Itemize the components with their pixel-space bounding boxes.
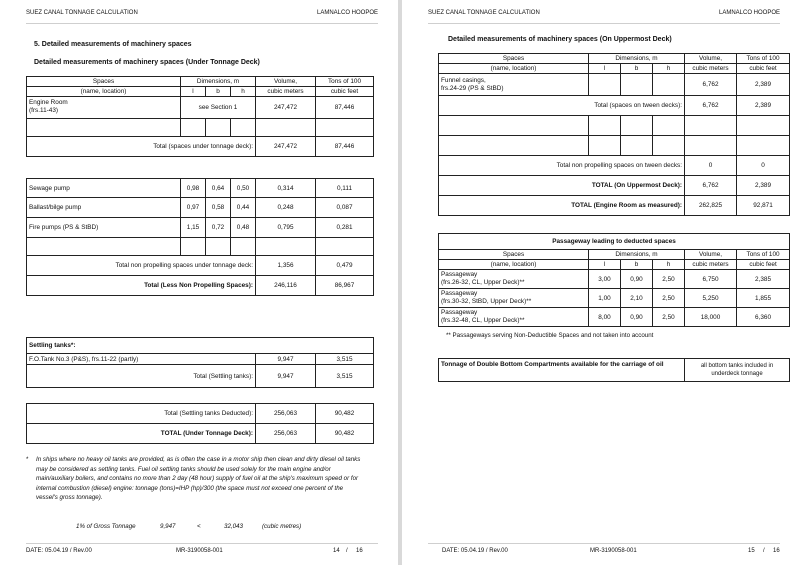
total-tween-volume: 6,762 bbox=[685, 96, 737, 116]
col-tons-sub: cubic feet bbox=[737, 64, 790, 74]
total-less-tons: 86,967 bbox=[316, 276, 374, 296]
total-under-tons: 87,446 bbox=[316, 137, 374, 157]
nonprop-l: 1,15 bbox=[181, 218, 206, 238]
col-tons: Tons of 100 bbox=[737, 54, 790, 64]
pct-label: 1% of Gross Tonnage bbox=[76, 523, 136, 530]
uppermost-deck-table bbox=[438, 53, 790, 216]
engine-room-tons: 87,446 bbox=[316, 97, 374, 119]
footer-sep: / bbox=[763, 548, 765, 554]
pct-limit: 32,043 bbox=[224, 523, 243, 530]
pct-operator: < bbox=[197, 523, 201, 530]
double-bottom-value: all bottom tanks included in underdeck tonnage bbox=[685, 359, 790, 382]
col-spaces: Spaces bbox=[439, 54, 589, 64]
page-footer bbox=[428, 543, 780, 557]
table-row bbox=[27, 218, 374, 238]
passage-name bbox=[439, 308, 589, 327]
passage-name bbox=[439, 270, 589, 289]
table-row bbox=[439, 308, 790, 327]
passageway-title: Passageway leading to deducted spaces bbox=[439, 234, 790, 250]
col-tons: Tons of 100 bbox=[316, 77, 374, 87]
deducted-tons: 90,482 bbox=[316, 404, 374, 424]
nonprop-volume: 0,248 bbox=[256, 198, 316, 218]
col-tons: Tons of 100 bbox=[737, 250, 790, 260]
header-title: SUEZ CANAL TONNAGE CALCULATION bbox=[428, 10, 540, 16]
grand-total-volume: 256,063 bbox=[256, 424, 316, 444]
under-deck-table bbox=[26, 76, 374, 157]
col-dimensions: Dimensions, m bbox=[589, 54, 685, 64]
nonprop-tons: 0,281 bbox=[316, 218, 374, 238]
col-tons-sub: cubic feet bbox=[316, 87, 374, 97]
page-15 bbox=[402, 0, 800, 565]
footer-sep: / bbox=[346, 548, 348, 554]
settling-total-label: Total (Settling tanks): bbox=[27, 365, 256, 388]
passage-l: 1,00 bbox=[589, 289, 621, 308]
table-title-under-deck: Detailed measurements of machinery spaces (Under Tonnage Deck) bbox=[34, 59, 260, 66]
col-b: b bbox=[621, 64, 653, 74]
footer-doc: MR-3190058-001 bbox=[176, 548, 223, 554]
col-dimensions: Dimensions, m bbox=[589, 250, 685, 260]
col-h: h bbox=[653, 64, 685, 74]
nonprop-tons: 0,111 bbox=[316, 179, 374, 198]
footer-date: DATE: 05.04.19 / Rev.00 bbox=[442, 548, 508, 554]
passage-h: 2,50 bbox=[653, 289, 685, 308]
total-less-label: Total (Less Non Propelling Spaces): bbox=[27, 276, 256, 296]
nonprop-l: 0,98 bbox=[181, 179, 206, 198]
total-under-volume: 247,472 bbox=[256, 137, 316, 157]
double-bottom-label: Tonnage of Double Bottom Compartments available for the carriage of oil bbox=[439, 359, 685, 382]
pct-value: 9,947 bbox=[160, 523, 176, 530]
settling-tanks-table bbox=[26, 337, 374, 388]
passage-b: 0,90 bbox=[621, 270, 653, 289]
passageway-table bbox=[438, 233, 790, 327]
nonprop-h: 0,50 bbox=[231, 179, 256, 198]
col-volume: Volume, bbox=[685, 54, 737, 64]
nonprop-tween-label: Total non propelling spaces on tween decks: bbox=[439, 156, 685, 176]
passage-tons: 6,360 bbox=[737, 308, 790, 327]
total-upper-label: TOTAL (On Uppermost Deck): bbox=[439, 176, 685, 196]
col-volume: Volume, bbox=[256, 77, 316, 87]
deducted-volume: 256,063 bbox=[256, 404, 316, 424]
engine-room-label: Engine Room bbox=[29, 99, 68, 106]
nonprop-volume: 0,314 bbox=[256, 179, 316, 198]
passage-label: Passageway bbox=[441, 309, 478, 316]
passage-l: 3,00 bbox=[589, 270, 621, 289]
nonprop-name: Sewage pump bbox=[27, 179, 181, 198]
total-nonprop-label: Total non propelling spaces under tonnage deck: bbox=[27, 256, 256, 276]
total-er-tons: 92,871 bbox=[737, 196, 790, 216]
total-er-volume: 262,825 bbox=[685, 196, 737, 216]
col-dimensions: Dimensions, m bbox=[181, 77, 256, 87]
col-h: h bbox=[653, 260, 685, 270]
non-propelling-table bbox=[26, 178, 374, 296]
footer-doc: MR-3190058-001 bbox=[590, 548, 637, 554]
footer-page: 15 bbox=[748, 548, 755, 554]
funnel-tons: 2,389 bbox=[737, 74, 790, 96]
col-l: l bbox=[181, 87, 206, 97]
passage-tons: 1,855 bbox=[737, 289, 790, 308]
nonprop-tween-volume: 0 bbox=[685, 156, 737, 176]
col-spaces-sub: (name, location) bbox=[439, 260, 589, 270]
funnel-volume: 6,762 bbox=[685, 74, 737, 96]
engine-room-volume: 247,472 bbox=[256, 97, 316, 119]
nonprop-b: 0,58 bbox=[206, 198, 231, 218]
nonprop-h: 0,48 bbox=[231, 218, 256, 238]
header-title: SUEZ CANAL TONNAGE CALCULATION bbox=[26, 10, 138, 16]
col-b: b bbox=[621, 260, 653, 270]
funnel-casings bbox=[439, 74, 589, 96]
passage-l: 8,00 bbox=[589, 308, 621, 327]
page-14 bbox=[0, 0, 398, 565]
col-tons-sub: cubic feet bbox=[737, 260, 790, 270]
passage-b: 0,90 bbox=[621, 308, 653, 327]
settling-row-tons: 3,515 bbox=[316, 354, 374, 365]
nonprop-name: Fire pumps (PS & StBD) bbox=[27, 218, 181, 238]
engine-room-dims: see Section 1 bbox=[181, 97, 256, 119]
footer-total: 16 bbox=[773, 548, 780, 554]
passage-label: Passageway bbox=[441, 271, 478, 278]
col-l: l bbox=[589, 260, 621, 270]
nonprop-l: 0,97 bbox=[181, 198, 206, 218]
nonprop-tween-tons: 0 bbox=[737, 156, 790, 176]
col-spaces-sub: (name, location) bbox=[27, 87, 181, 97]
passage-frames: (frs.30-32, StBD, Upper Deck)** bbox=[441, 298, 532, 305]
total-upper-volume: 6,762 bbox=[685, 176, 737, 196]
col-spaces: Spaces bbox=[439, 250, 589, 260]
header-vessel: LAMNALCO HOOPOE bbox=[316, 10, 378, 16]
grand-total-tons: 90,482 bbox=[316, 424, 374, 444]
footnote-marker: * bbox=[26, 456, 29, 463]
nonprop-b: 0,64 bbox=[206, 179, 231, 198]
total-nonprop-volume: 1,356 bbox=[256, 256, 316, 276]
double-bottom-table bbox=[438, 358, 790, 382]
grand-total-label: TOTAL (Under Tonnage Deck): bbox=[27, 424, 256, 444]
table-row bbox=[27, 179, 374, 198]
page-header bbox=[26, 8, 378, 24]
section-title: 5. Detailed measurements of machinery spaces bbox=[34, 41, 192, 48]
passage-name bbox=[439, 289, 589, 308]
footer-date: DATE: 05.04.19 / Rev.00 bbox=[26, 548, 92, 554]
settling-row-name: F.O.Tank No.3 (P&S), frs.11-22 (partly) bbox=[27, 354, 256, 365]
col-b: b bbox=[206, 87, 231, 97]
gross-tonnage-check bbox=[0, 523, 398, 533]
engine-room-name bbox=[27, 97, 181, 119]
nonprop-tons: 0,087 bbox=[316, 198, 374, 218]
col-h: h bbox=[231, 87, 256, 97]
footer-page: 14 bbox=[333, 548, 340, 554]
page-footer bbox=[26, 543, 378, 557]
funnel-frames: frs.24-29 (PS & StBD) bbox=[441, 84, 504, 92]
total-tween-label: Total (spaces on tween decks): bbox=[439, 96, 685, 116]
totals-table bbox=[26, 403, 374, 444]
total-er-label: TOTAL (Engine Room as measured): bbox=[439, 196, 685, 216]
total-nonprop-tons: 0,479 bbox=[316, 256, 374, 276]
col-l: l bbox=[589, 64, 621, 74]
nonprop-b: 0,72 bbox=[206, 218, 231, 238]
nonprop-volume: 0,795 bbox=[256, 218, 316, 238]
passage-label: Passageway bbox=[441, 290, 478, 297]
passageway-note: ** Passageways serving Non-Deductible Spaces and not taken into account bbox=[446, 332, 654, 339]
table-row bbox=[439, 289, 790, 308]
page-header bbox=[428, 8, 780, 24]
passage-frames: (frs.32-48, CL, Upper Deck)** bbox=[441, 317, 525, 324]
footer-total: 16 bbox=[356, 548, 363, 554]
col-volume-sub: cubic meters bbox=[685, 64, 737, 74]
header-vessel: LAMNALCO HOOPOE bbox=[718, 10, 780, 16]
table-title-uppermost-deck: Detailed measurements of machinery spaces (On Uppermost Deck) bbox=[448, 36, 672, 43]
settling-total-tons: 3,515 bbox=[316, 365, 374, 388]
passage-h: 2,50 bbox=[653, 270, 685, 289]
passage-frames: (frs.26-32, CL, Upper Deck)** bbox=[441, 279, 525, 286]
total-upper-tons: 2,389 bbox=[737, 176, 790, 196]
col-spaces-sub: (name, location) bbox=[439, 64, 589, 74]
pct-unit: (cubic metres) bbox=[262, 523, 302, 530]
passage-volume: 6,750 bbox=[685, 270, 737, 289]
passage-tons: 2,385 bbox=[737, 270, 790, 289]
engine-room-frames: (frs.11-43) bbox=[29, 107, 59, 114]
table-row bbox=[27, 198, 374, 218]
passage-volume: 18,000 bbox=[685, 308, 737, 327]
passage-h: 2,50 bbox=[653, 308, 685, 327]
col-spaces: Spaces bbox=[27, 77, 181, 87]
total-under-label: Total (spaces under tonnage deck): bbox=[27, 137, 256, 157]
table-row bbox=[439, 270, 790, 289]
settling-total-volume: 9,947 bbox=[256, 365, 316, 388]
col-volume-sub: cubic meters bbox=[256, 87, 316, 97]
settling-title: Settling tanks*: bbox=[27, 338, 256, 354]
total-less-volume: 246,116 bbox=[256, 276, 316, 296]
settling-row-volume: 9,947 bbox=[256, 354, 316, 365]
col-volume: Volume, bbox=[685, 250, 737, 260]
total-tween-tons: 2,389 bbox=[737, 96, 790, 116]
nonprop-h: 0,44 bbox=[231, 198, 256, 218]
deducted-label: Total (Settling tanks Deducted): bbox=[27, 404, 256, 424]
passage-b: 2,10 bbox=[621, 289, 653, 308]
funnel-label: Funnel casings, bbox=[441, 76, 486, 84]
passage-volume: 5,250 bbox=[685, 289, 737, 308]
nonprop-name: Ballast/bilge pump bbox=[27, 198, 181, 218]
footnote-text: In ships where no heavy oil tanks are provided, as is often the case in a motor ship then clean and dirty diesel oil tanks may be considered as settling tanks. Fuel oil settling tanks should be used solely for the main engine and/or main/auxiliary boilers, and contains no more than 2 day (48 hour) supply of fuel oil at the ship's maximum speed or for internal combustion (diesel) engine: tonnage (tons)=IHP (hp)/300 (the space must not exceed one percent of the vessel's gross tonnage). bbox=[36, 456, 361, 501]
col-volume-sub: cubic meters bbox=[685, 260, 737, 270]
